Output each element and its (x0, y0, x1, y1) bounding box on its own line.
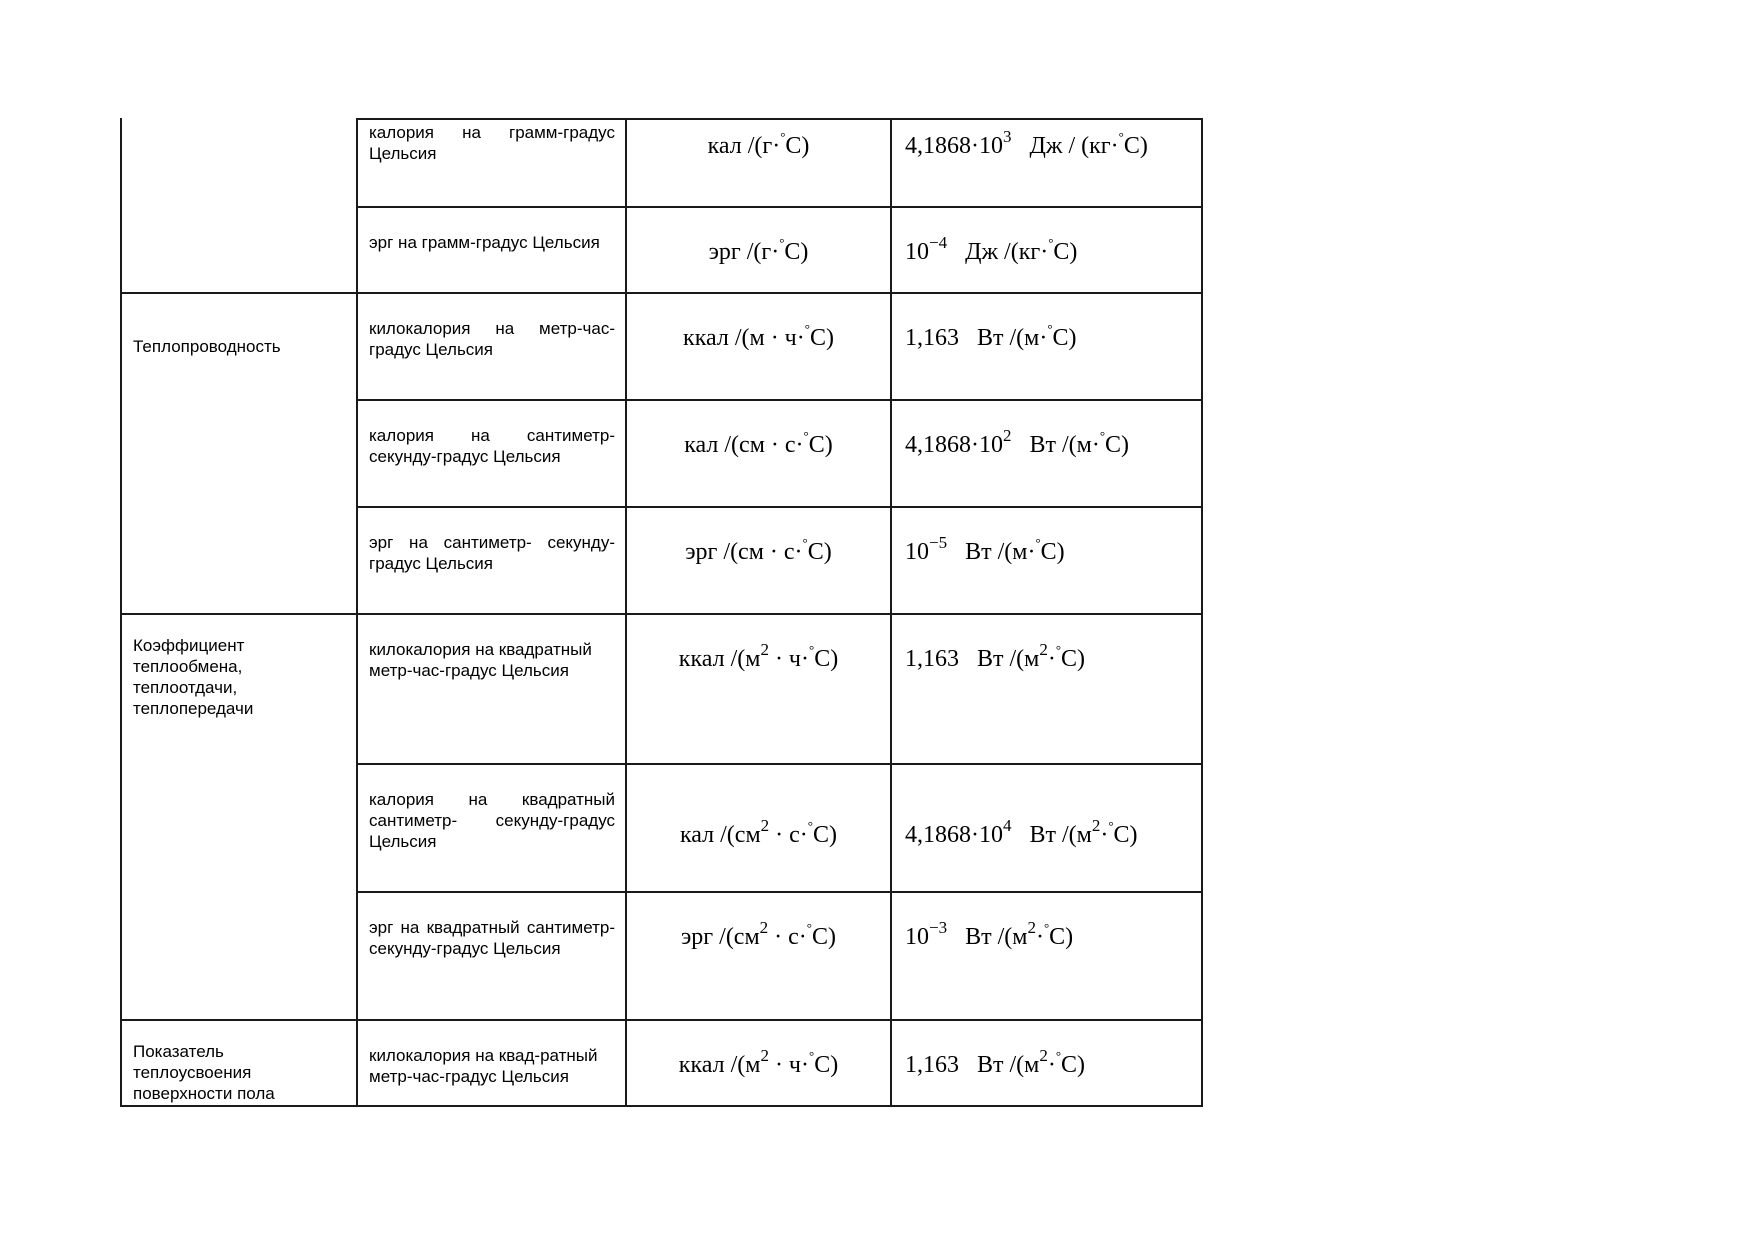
quantity-label (122, 401, 356, 421)
quantity-cell (121, 119, 357, 207)
unit-symbol-cell (626, 293, 891, 400)
unit-name-cell (357, 892, 626, 1020)
si-value-cell (891, 400, 1202, 507)
unit-symbol-cell (626, 614, 891, 764)
quantity-cell (121, 614, 357, 764)
si-value: $4,1868\cdot 10^3$ Дж / (кг·°С) (905, 127, 1148, 159)
unit-name: калория на сантиметр-секунду-градус Цельсия (369, 426, 615, 466)
unit-symbol-cell (626, 400, 891, 507)
quantity-cell (121, 1020, 357, 1106)
quantity-label (122, 208, 356, 228)
unit-symbol-cell (626, 507, 891, 614)
unit-name: калория на квадратный сантиметр- секунду-градус Цельсия (369, 790, 615, 851)
table-row (121, 293, 1202, 400)
quantity-cell (121, 293, 357, 400)
si-value: 1,163 Вт /(м·°С) (905, 321, 1077, 351)
si-value: $4,1868\cdot 10^2$ Вт /(м·°С) (905, 426, 1130, 458)
quantity-label: Показатель теплоусвоения поверхности пола (133, 1042, 275, 1103)
quantity-label (122, 120, 356, 140)
si-value-cell (891, 119, 1202, 207)
unit-symbol: ккал $/(м^2 \cdot ч\cdot^\circ С)$ (678, 640, 839, 672)
unit-symbol: кал /(г·°С) (707, 129, 810, 159)
si-value: 1,163 Вт $/(м^2\cdot^\circ С)$ (905, 640, 1086, 672)
unit-name: эрг на квадратный сантиметр- секунду-градус Цельсия (369, 918, 615, 958)
unit-symbol: ккал $/(м^2 \cdot ч\cdot^\circ С)$ (678, 1046, 839, 1078)
units-table (120, 118, 1203, 1107)
table-row (121, 1020, 1202, 1106)
unit-name-cell (357, 293, 626, 400)
unit-name-cell (357, 764, 626, 892)
table-row (121, 119, 1202, 207)
si-value-cell (891, 1020, 1202, 1106)
unit-symbol-cell (626, 892, 891, 1020)
quantity-cell (121, 892, 357, 1020)
unit-symbol: кал $/(см^2 \cdot с\cdot^\circ С)$ (680, 816, 837, 848)
unit-name: килокалория на квадратный метр-час-градус Цельсия (369, 640, 592, 680)
quantity-cell (121, 507, 357, 614)
unit-name: эрг на сантиметр- секунду-градус Цельсия (369, 533, 615, 573)
si-value: $10^{-3}$ Вт $/(м^2\cdot^\circ С)$ (905, 918, 1074, 950)
unit-name-cell (357, 507, 626, 614)
si-value: $10^{-5}$ Вт /(м·°С) (905, 533, 1065, 565)
unit-name: килокалория на метр-час-градус Цельсия (369, 319, 615, 359)
unit-symbol-cell (626, 764, 891, 892)
si-value-cell (891, 207, 1202, 293)
quantity-cell (121, 207, 357, 293)
unit-name-cell (357, 207, 626, 293)
unit-symbol: эрг /(см · с·°С) (685, 535, 832, 565)
si-value: $10^{-4}$ Дж /(кг·°С) (905, 233, 1078, 265)
si-value: 1,163 Вт $/(м^2\cdot^\circ С)$ (905, 1046, 1086, 1078)
si-value: $4,1868\cdot 10^4$ Вт $/(м^2\cdot^\circ С)$ (905, 816, 1138, 848)
si-value-cell (891, 614, 1202, 764)
unit-symbol: ккал /(м · ч·°С) (683, 321, 834, 351)
unit-symbol: кал /(см · с·°С) (684, 428, 833, 458)
quantity-cell (121, 400, 357, 507)
unit-symbol-cell (626, 207, 891, 293)
unit-symbol: эрг $/(см^2 \cdot с\cdot^\circ С)$ (681, 918, 836, 950)
quantity-label (122, 765, 356, 785)
si-value-cell (891, 507, 1202, 614)
table-row (121, 764, 1202, 892)
unit-symbol: эрг /(г·°С) (708, 235, 809, 265)
table-row (121, 507, 1202, 614)
unit-name: эрг на грамм-градус Цельсия (369, 233, 600, 252)
quantity-label: Теплопроводность (133, 337, 281, 356)
unit-name-cell (357, 614, 626, 764)
unit-name-cell (357, 1020, 626, 1106)
unit-name: килокалория на квад-ратный метр-час-градус Цельсия (369, 1046, 598, 1086)
si-value-cell (891, 764, 1202, 892)
table-row (121, 892, 1202, 1020)
quantity-label (122, 508, 356, 528)
si-value-cell (891, 892, 1202, 1020)
unit-name-cell (357, 119, 626, 207)
table-row (121, 400, 1202, 507)
unit-name: калория на грамм-градус Цельсия (369, 123, 615, 163)
si-value-cell (891, 293, 1202, 400)
unit-symbol-cell (626, 1020, 891, 1106)
table-row (121, 614, 1202, 764)
quantity-label: Коэффициент теплообмена, теплоотдачи, теплопередачи (133, 636, 254, 718)
quantity-cell (121, 764, 357, 892)
table-row (121, 207, 1202, 293)
quantity-label (122, 893, 356, 913)
unit-symbol-cell (626, 119, 891, 207)
unit-name-cell (357, 400, 626, 507)
